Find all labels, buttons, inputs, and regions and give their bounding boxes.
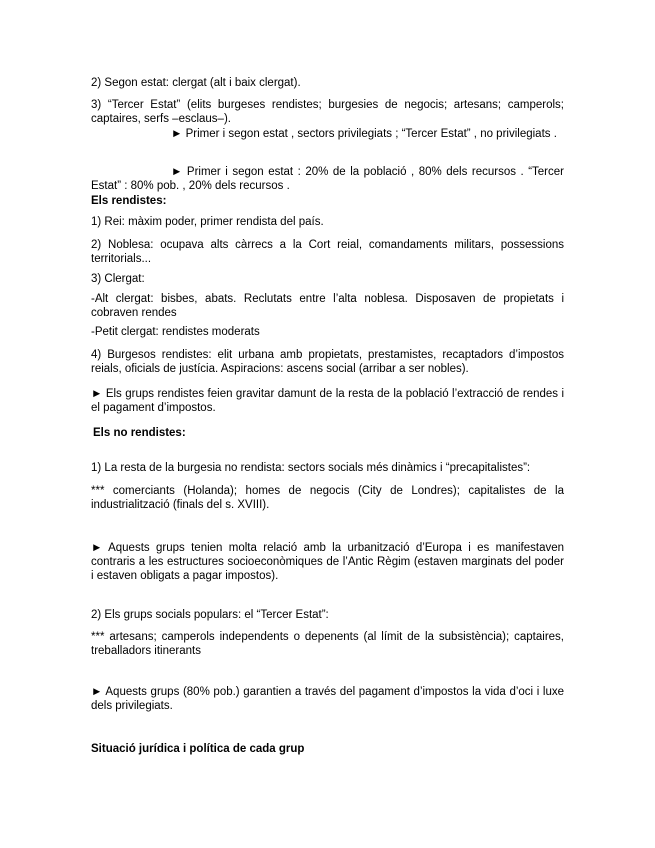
paragraph-segon-estat: 2) Segon estat: clergat (alt i baix clergat).	[91, 77, 301, 89]
paragraph-tercer-estat: 3) “Tercer Estat” (elits burgeses rendistes; burgesies de negocis; artesans; camperols; captaires, serfs –esclaus–).	[91, 99, 564, 125]
paragraph-grups-rendistes: ► Els grups rendistes feien gravitar damunt de la resta de la població l’extracció de rendes i el pagament d’impostos.	[91, 388, 564, 414]
paragraph-grups-populars: 2) Els grups socials populars: el “Tercer Estat”:	[91, 609, 329, 621]
heading-situacio-juridica: Situació jurídica i política de cada grup	[91, 743, 305, 755]
paragraph-impostos-privilegiats: ► Aquests grups (80% pob.) garantien a través del pagament d’impostos la vida d’oci i luxe dels privilegiats.	[91, 686, 564, 712]
paragraph-artesans: *** artesans; camperols independents o depenents (al límit de la subsistència); captaires, treballadors itinerants	[91, 631, 564, 657]
paragraph-urbanitzacio: ► Aquests grups tenien molta relació amb la urbanització d’Europa i es manifestaven contraris a les estructures socioeconòmiques de l’Antic Règim (estaven marginats del poder i estaven obligats a pagar impostos).	[91, 542, 564, 582]
paragraph-burgesia-no-rendista: 1) La resta de la burgesia no rendista: sectors socials més dinàmics i “precapitalistes”:	[91, 462, 531, 474]
paragraph-rei: 1) Rei: màxim poder, primer rendista del país.	[91, 216, 324, 228]
heading-no-rendistes: Els no rendistes:	[93, 427, 186, 439]
paragraph-petit-clergat: -Petit clergat: rendistes moderats	[91, 326, 260, 338]
paragraph-noblesa: 2) Noblesa: ocupava alts càrrecs a la Cort reial, comandaments militars, possessions territorials...	[91, 239, 564, 265]
paragraph-privilegiats: ► Primer i segon estat , sectors privilegiats ; “Tercer Estat” , no privilegiats .	[171, 128, 557, 140]
paragraph-comerciants: *** comerciants (Holanda); homes de negocis (City de Londres); capitalistes de la industrialització (finals del s. XVIII).	[91, 485, 564, 511]
paragraph-alt-clergat: -Alt clergat: bisbes, abats. Reclutats entre l’alta noblesa. Disposaven de propietats i cobraven rendes	[91, 293, 564, 319]
paragraph-burgesos-rendistes: 4) Burgesos rendistes: elit urbana amb propietats, prestamistes, recaptadors d’impostos reials, oficials de justícia. Aspiracions: ascens social (arribar a ser nobles).	[91, 349, 564, 375]
heading-rendistes: Els rendistes:	[91, 195, 167, 207]
paragraph-percentatges: ► Primer i segon estat : 20% de la població , 80% dels recursos . “Tercer Estat” : 80% pob. , 20% dels recursos .	[91, 166, 564, 192]
paragraph-clergat: 3) Clergat:	[91, 273, 145, 285]
